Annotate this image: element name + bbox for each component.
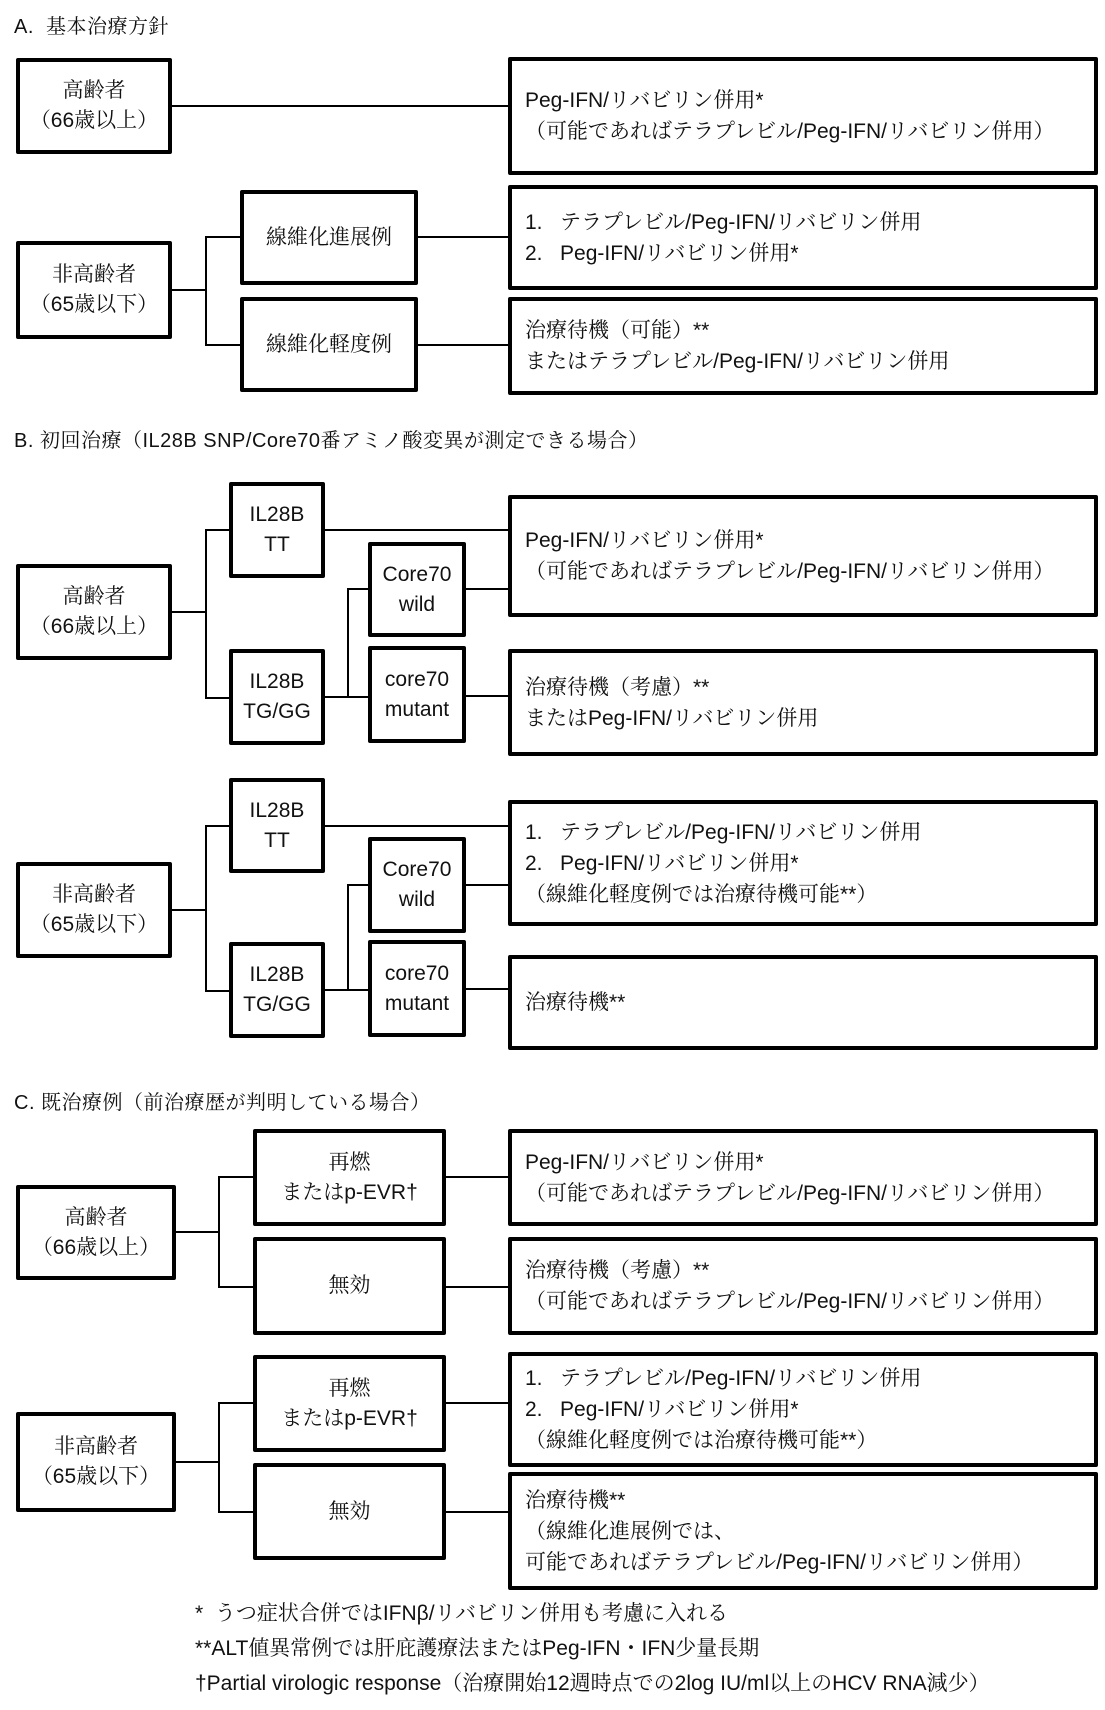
box-b-core70-wild-younger: Core70 wild	[368, 837, 466, 933]
box-b-result-younger-tt-wild: 1. テラプレビル/Peg-IFN/リバビリン併用 2. Peg-IFN/リバビリン併用* （線維化軽度例では治療待機可能**）	[508, 800, 1098, 926]
box-c-relapse-younger: 再燃 またはp-EVR†	[253, 1355, 446, 1452]
connector	[218, 1286, 253, 1288]
connector	[218, 1402, 220, 1513]
box-c-result-younger-null: 治療待機** （線維化進展例では、 可能であればテラプレビル/Peg-IFN/リバビリン併用）	[508, 1472, 1098, 1590]
section-a-title: A. 基本治療方針	[14, 16, 170, 38]
box-b-core70-wild-elderly: Core70 wild	[368, 542, 466, 637]
connector	[446, 1511, 508, 1513]
box-b-il28b-tt-elderly: IL28B TT	[229, 482, 325, 578]
box-a-fibrosis-advanced: 線維化進展例	[240, 190, 418, 285]
box-b-elderly: 高齢者 （66歳以上）	[16, 564, 172, 660]
connector	[446, 1176, 508, 1178]
section-c-title: C. 既治療例（前治療歴が判明している場合）	[14, 1092, 431, 1114]
connector	[446, 1402, 508, 1404]
connector	[325, 825, 508, 827]
connector	[172, 611, 207, 613]
box-c-result-elderly-null: 治療待機（考慮）** （可能であればテラプレビル/Peg-IFN/リバビリン併用）	[508, 1237, 1098, 1335]
connector	[347, 588, 349, 698]
footnotes	[195, 1596, 990, 1701]
connector	[205, 236, 240, 238]
connector	[205, 697, 229, 699]
connector	[176, 1461, 219, 1463]
connector	[446, 1286, 508, 1288]
connector	[172, 909, 207, 911]
connector	[418, 236, 508, 238]
box-a-non-elderly: 非高齢者 （65歳以下）	[16, 241, 172, 339]
connector	[418, 344, 508, 346]
connector	[466, 988, 508, 990]
connector	[218, 1511, 253, 1513]
connector	[347, 588, 368, 590]
connector	[205, 990, 229, 992]
connector	[466, 884, 508, 886]
connector	[205, 344, 240, 346]
footnote-asterisk: * うつ症状合併ではIFNβ/リバビリン併用も考慮に入れる	[195, 1602, 728, 1625]
connector	[218, 1176, 220, 1288]
box-b-non-elderly: 非高齢者 （65歳以下）	[16, 862, 172, 958]
box-c-non-elderly: 非高齢者 （65歳以下）	[16, 1412, 176, 1512]
box-b-il28b-tt-younger: IL28B TT	[229, 778, 325, 873]
connector	[218, 1402, 253, 1404]
footnote-double-asterisk: **ALT値異常例では肝庇護療法またはPeg-IFN・IFN少量長期	[195, 1637, 760, 1660]
connector	[466, 695, 508, 697]
box-b-il28b-tggg-younger: IL28B TG/GG	[229, 942, 325, 1038]
box-c-elderly: 高齢者 （66歳以上）	[16, 1185, 176, 1280]
box-a-elderly: 高齢者 （66歳以上）	[16, 58, 172, 154]
box-b-result-elderly-mutant: 治療待機（考慮）** またはPeg-IFN/リバビリン併用	[508, 649, 1098, 756]
box-c-null-younger: 無効	[253, 1463, 446, 1560]
box-a-result-advanced: 1. テラプレビル/Peg-IFN/リバビリン併用 2. Peg-IFN/リバビリン併用*	[508, 185, 1098, 290]
section-b-title: B. 初回治療（IL28B SNP/Core70番アミノ酸変異が測定できる場合）	[14, 430, 649, 452]
connector	[347, 884, 349, 991]
box-a-result-elderly: Peg-IFN/リバビリン併用* （可能であればテラプレビル/Peg-IFN/リバビリン併用）	[508, 57, 1098, 175]
connector	[172, 289, 207, 291]
box-b-result-younger-mutant: 治療待機**	[508, 955, 1098, 1050]
box-b-result-elderly-tt-wild: Peg-IFN/リバビリン併用* （可能であればテラプレビル/Peg-IFN/リバビリン併用）	[508, 495, 1098, 617]
box-b-core70-mutant-elderly: core70 mutant	[368, 646, 466, 743]
connector	[205, 825, 229, 827]
box-a-result-mild: 治療待機（可能）** またはテラプレビル/Peg-IFN/リバビリン併用	[508, 297, 1098, 395]
box-c-relapse-elderly: 再燃 またはp-EVR†	[253, 1129, 446, 1226]
connector	[205, 825, 207, 992]
box-c-result-younger-relapse: 1. テラプレビル/Peg-IFN/リバビリン併用 2. Peg-IFN/リバビリン併用* （線維化軽度例では治療待機可能**）	[508, 1352, 1098, 1467]
footnote-dagger: †Partial virologic response（治療開始12週時点での2log IU/ml以上のHCV RNA減少）	[195, 1672, 990, 1695]
connector	[176, 1231, 219, 1233]
box-b-core70-mutant-younger: core70 mutant	[368, 940, 466, 1037]
box-c-result-elderly-relapse: Peg-IFN/リバビリン併用* （可能であればテラプレビル/Peg-IFN/リバビリン併用）	[508, 1129, 1098, 1226]
connector	[466, 588, 508, 590]
connector	[325, 529, 508, 531]
connector	[347, 884, 368, 886]
connector	[205, 236, 207, 346]
connector	[218, 1176, 253, 1178]
box-c-null-elderly: 無効	[253, 1237, 446, 1335]
box-b-il28b-tggg-elderly: IL28B TG/GG	[229, 649, 325, 745]
connector	[205, 529, 229, 531]
box-a-fibrosis-mild: 線維化軽度例	[240, 297, 418, 392]
connector	[172, 105, 508, 107]
connector	[205, 529, 207, 699]
